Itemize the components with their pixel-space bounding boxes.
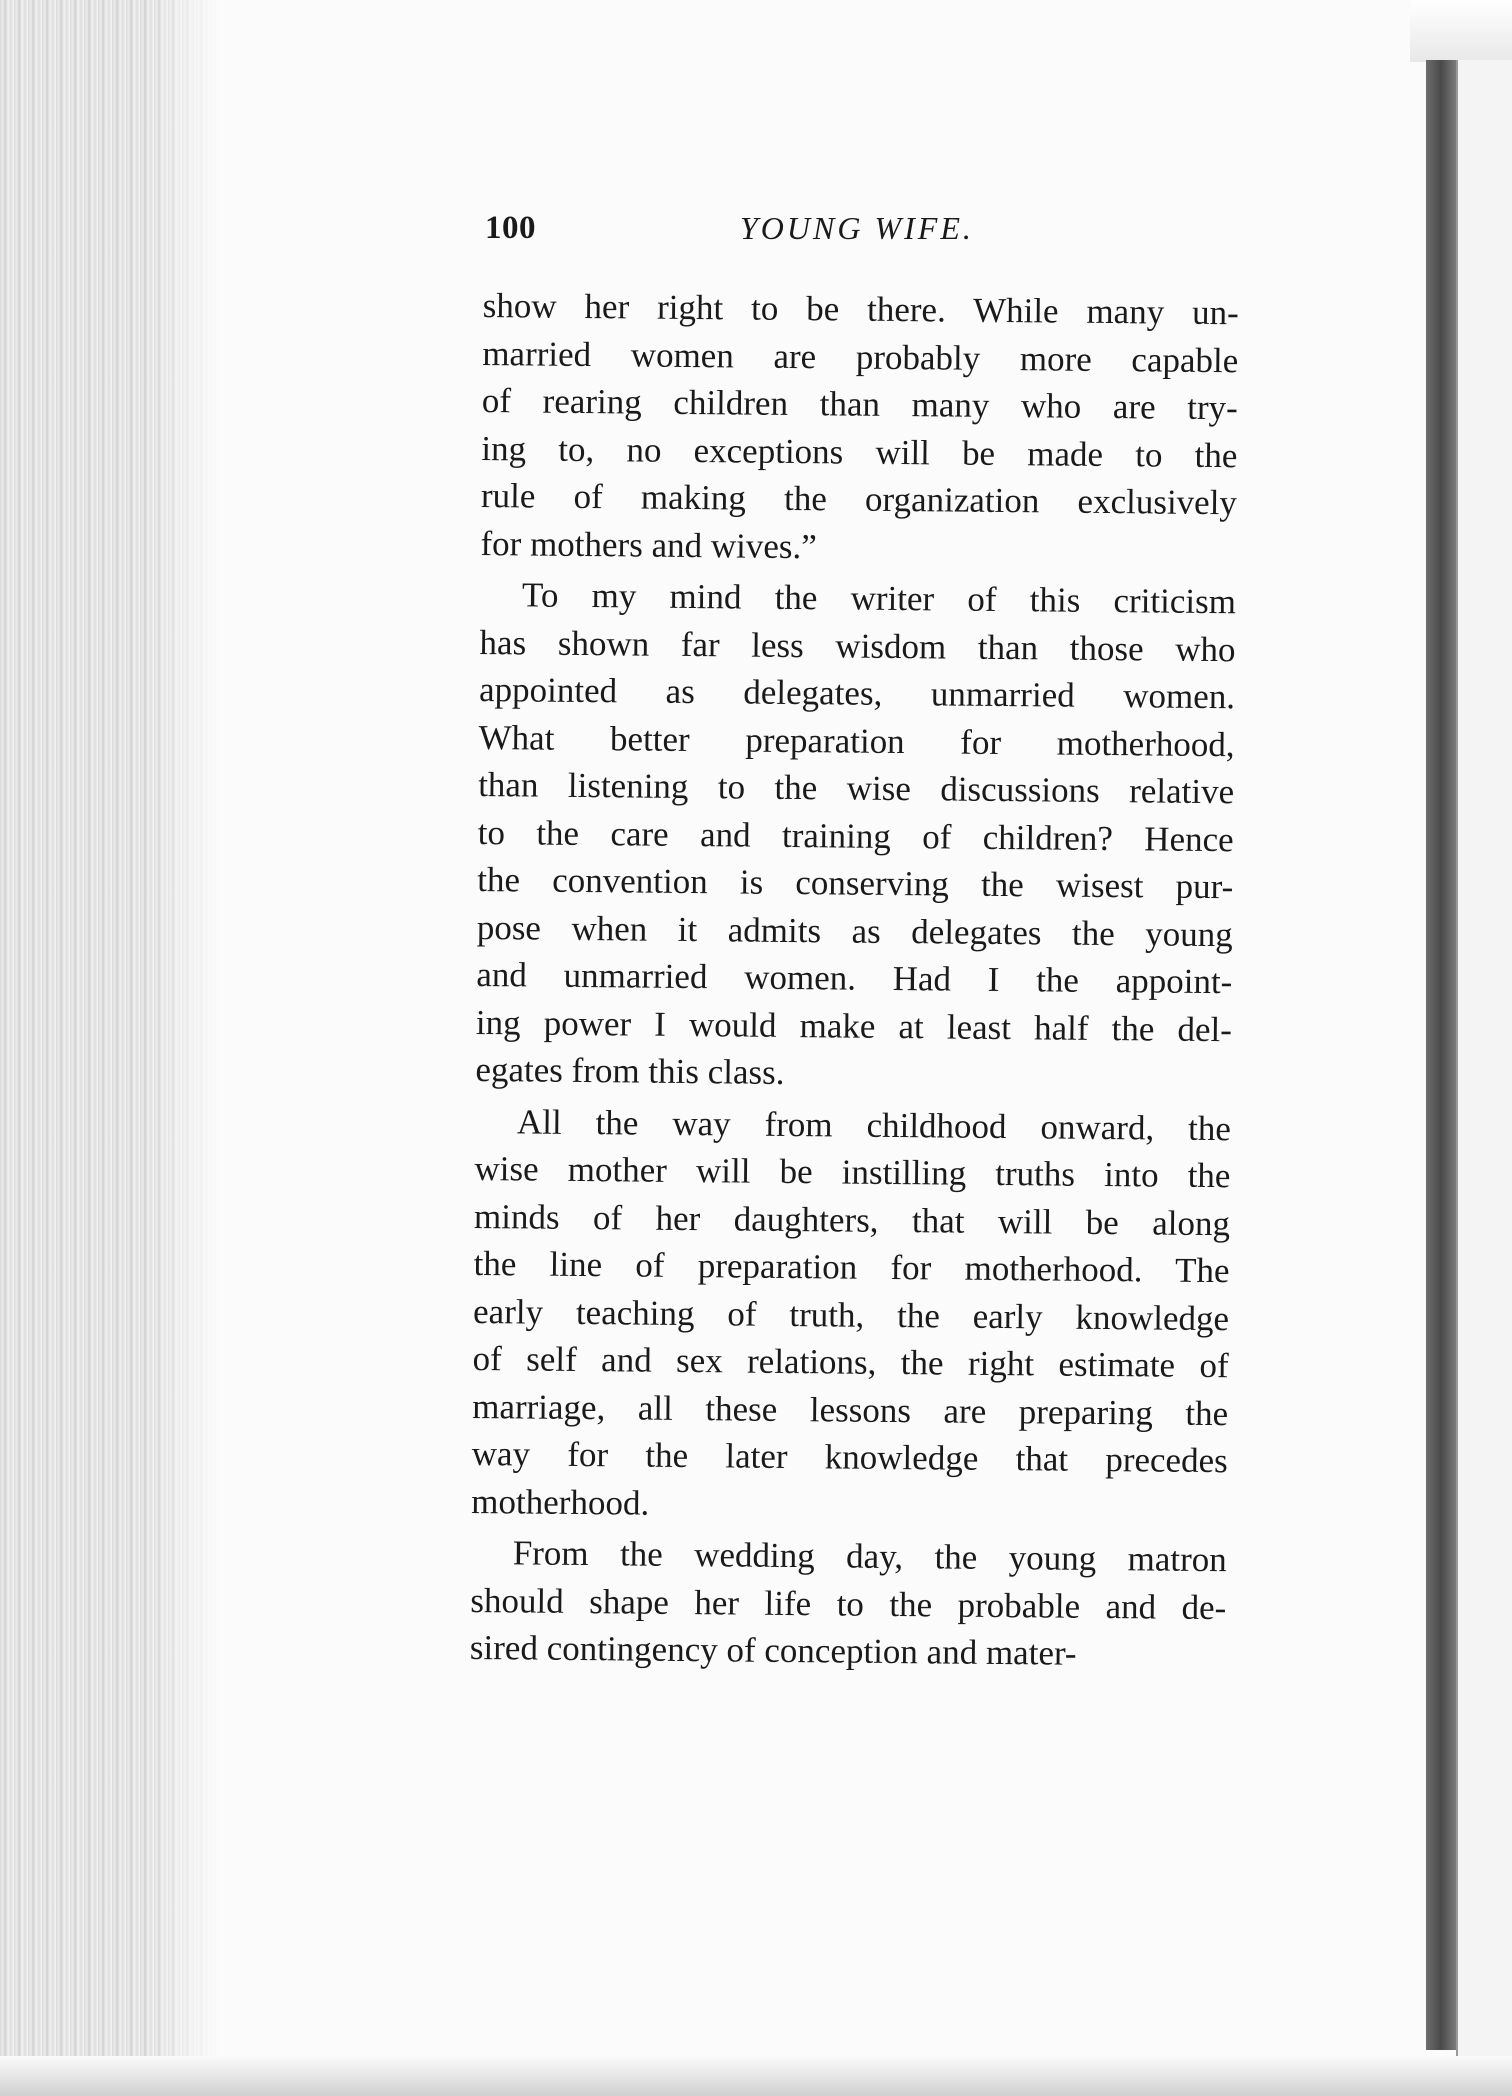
text-line: married women are probably more capable [482,333,1239,380]
text-line: than listening to the wise discussions relative [477,764,1235,812]
text-line: to the care and training of children? Hence [477,812,1234,859]
paragraph [480,282,1239,574]
text-line: has shown far less wisdom than those who [479,622,1236,669]
text-line: From the wedding day, the young matron [512,1533,1227,1580]
text-line: egates from this class. [475,1049,785,1092]
text-line: ing power I would make at least half the del- [475,1002,1233,1049]
body-text [470,282,1239,1679]
text-line: appointed as delegates, unmarried women. [478,669,1236,717]
text-line: the convention is conserving the wisest pur- [477,859,1234,907]
paragraph [470,1529,1227,1679]
text-line: should shape her life to the probable and de- [470,1580,1227,1627]
text-line: for mothers and wives.” [480,523,817,566]
running-title: YOUNG WIFE. [740,210,974,246]
text-line: sired contingency of conception and mater- [469,1627,1077,1673]
next-page-edge [1456,60,1512,2096]
text-line: What better preparation for motherhood, [478,717,1235,764]
text-line: early teaching of truth, the early knowledge [472,1291,1230,1338]
text-line: of self and sex relations, the right estimate of [472,1338,1229,1386]
text-line: pose when it admits as delegates the young [476,907,1233,954]
text-line: minds of her daughters, that will be along [473,1196,1231,1243]
page-number: 100 [485,210,536,246]
text-line: of rearing children than many who are try- [481,380,1239,428]
text-line: All the way from childhood onward, the [516,1101,1232,1148]
text-line: ing to, no exceptions will be made to the [481,428,1238,475]
bottom-edge [0,2056,1512,2096]
text-line: rule of making the organization exclusively [480,475,1238,523]
running-head [455,210,1245,260]
page-edges [0,0,220,2096]
page-content [455,210,1245,1672]
text-line: marriage, all these lessons are preparing the [472,1386,1229,1433]
text-line: way for the later knowledge that precedes [471,1433,1228,1481]
top-edge [1410,0,1512,62]
paragraph [475,571,1236,1101]
text-line: show her right to be there. While many un- [482,285,1239,333]
text-line: and unmarried women. Had I the appoint- [476,954,1233,1002]
text-line: wise mother will be instilling truths into the [474,1148,1231,1196]
text-line: motherhood. [471,1481,650,1523]
cover-board [1426,60,1456,2050]
paragraph [471,1097,1231,1532]
text-line: To my mind the writer of this criticism [521,575,1237,622]
text-line: the line of preparation for motherhood. The [473,1243,1230,1291]
